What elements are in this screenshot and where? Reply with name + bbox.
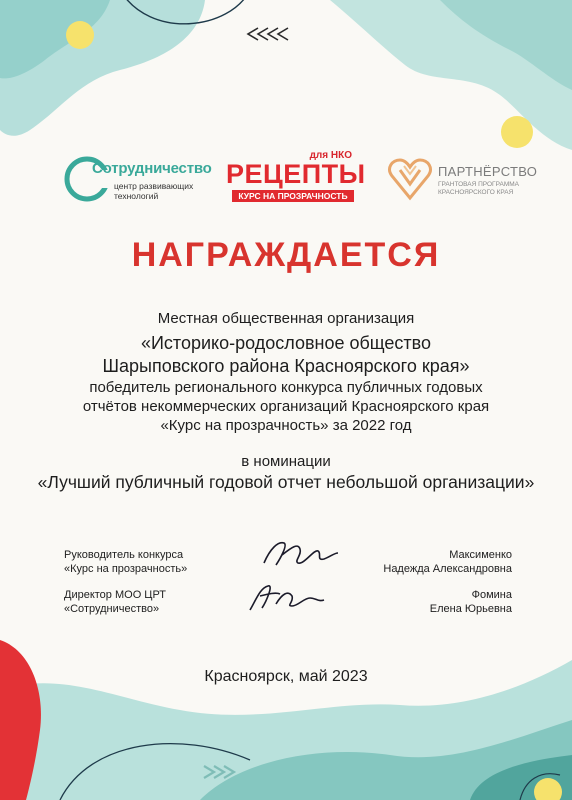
- logos-row: [0, 148, 572, 218]
- recepty-dlya: для НКО: [309, 150, 352, 161]
- award-desc-line-3: «Курс на прозрачность» за 2022 год: [160, 417, 412, 434]
- logo-recepty: [222, 148, 366, 208]
- sotrudnichestvo-name: Сотрудничество: [92, 160, 212, 177]
- nomination-label: в номинации: [241, 453, 331, 470]
- city-date: Красноярск, май 2023: [204, 668, 368, 685]
- org-name-line-1: «Историко-родословное общество: [140, 333, 432, 353]
- award-text: [20, 310, 552, 493]
- logo-partnerstvo: [386, 156, 546, 208]
- sotrudnichestvo-sub: центр развивающих технологий: [114, 181, 194, 201]
- signature-1-icon: [258, 535, 340, 571]
- award-desc-line-2: отчётов некоммерческих организаций Красноярского края: [82, 398, 490, 415]
- signer-2-role: Директор МОО ЦРТ «Сотрудничество»: [64, 589, 167, 615]
- recepty-word: РЕЦЕПТЫ: [226, 159, 366, 189]
- certificate-title: НАГРАЖДАЕТСЯ: [131, 236, 441, 274]
- partnerstvo-sub: ГРАНТОВАЯ ПРОГРАММА КРАСНОЯРСКОГО КРАЯ: [438, 181, 519, 196]
- nomination-name: «Лучший публичный годовой отчет небольшой организации»: [37, 472, 535, 492]
- signer-2-name: Фомина Елена Юрьевна: [429, 589, 512, 615]
- partnerstvo-name: ПАРТНЁРСТВО: [438, 164, 538, 179]
- logo-sotrudnichestvo: [64, 156, 212, 208]
- org-type: Местная общественная организация: [157, 310, 415, 327]
- award-desc-line-1: победитель регионального конкурса публичных годовых: [89, 379, 483, 396]
- org-name-line-2: Шарыповского района Красноярского края»: [102, 356, 470, 376]
- signature-2-icon: [246, 580, 326, 616]
- signer-1-role: Руководитель конкурса «Курс на прозрачность»: [64, 549, 188, 575]
- partnerstvo-heart-icon: [386, 156, 434, 202]
- signer-1-name: Максименко Надежда Александровна: [383, 549, 512, 575]
- recepty-bar: КУРС НА ПРОЗРАЧНОСТЬ: [232, 190, 354, 202]
- arrows-top-icon: [248, 28, 288, 40]
